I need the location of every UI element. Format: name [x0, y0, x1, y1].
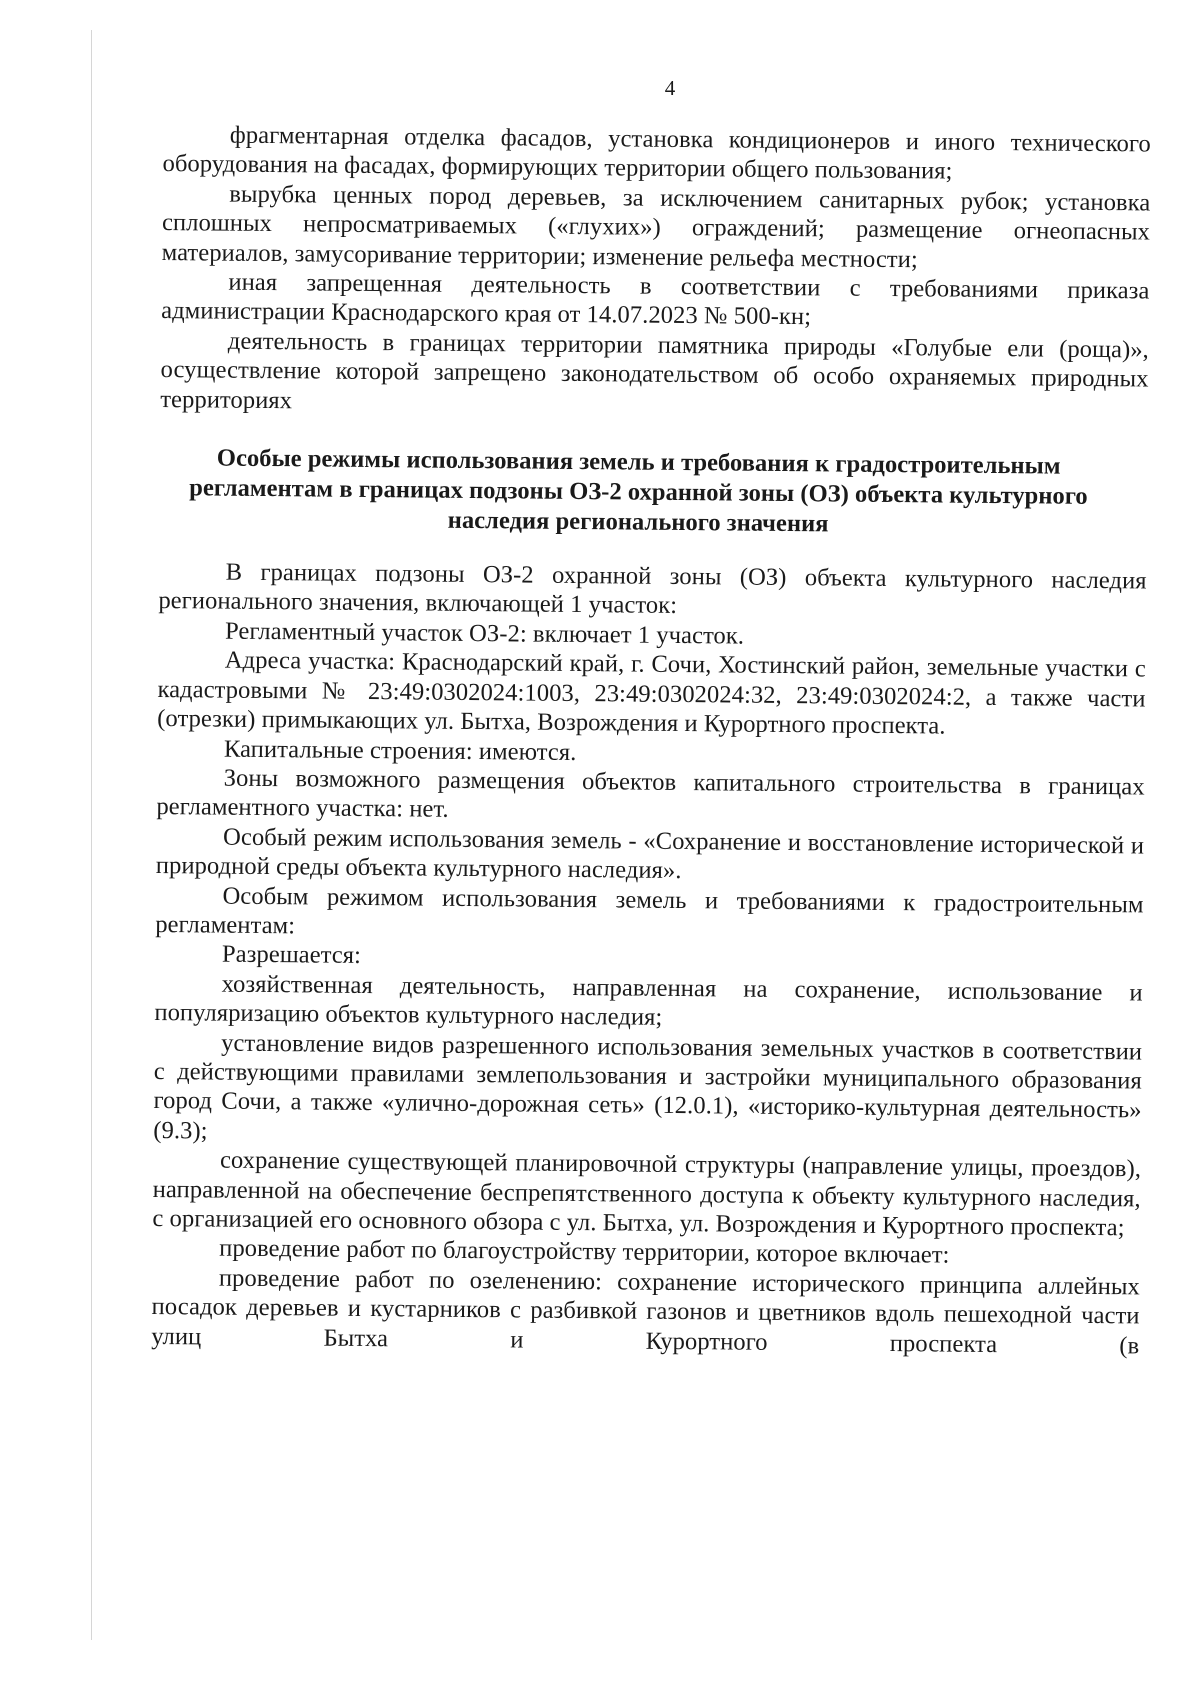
paragraph: вырубка ценных пород деревьев, за исключением санитарных рубок; установка сплошных непросматриваемых («глухих») ограждений; размещение огнеопасных материалов, замусоривание территории; изменение рельефа местности; — [161, 180, 1151, 273]
paragraph: хозяйственная деятельность, направленная на сохранение, использование и популяризацию объектов культурного наследия; — [154, 970, 1143, 1031]
paragraph: Регламентный участок ОЗ-2: включает 1 участок. — [224, 617, 745, 650]
paragraph: сохранение существующей планировочной структуры (направление улицы, проездов), направленной на обеспечение беспрепятственного доступа к объекту культурного наследия, с организацией его основного обзора с ул. Бытха, ул. Возрождения и Курортного проспекта; — [152, 1146, 1142, 1242]
paragraph: Капитальные строения: имеются. — [223, 735, 577, 766]
paragraph: иная запрещенная деятельность в соответствии с требованиями приказа администрации Краснодарского края от 14.07.2023 № 500-кн; — [161, 268, 1150, 331]
paragraph: Особый режим использования земель - «Сохранение и восстановление исторической и природной среды объекта культурного наследия». — [155, 823, 1145, 885]
paragraph: Зоны возможного размещения объектов капитального строительства в границах регламентного участка: нет. — [156, 764, 1145, 824]
paragraph: проведение работ по благоустройству территории, которое включает: — [219, 1234, 950, 1270]
paragraph: установление видов разрешенного использования земельных участков в соответствии с действующими правилами землепользования и застройки муниципального образования город Сочи, а также «улично-дорожная сеть» (12.0.1), «историко-культурная деятельность» (9.3); — [153, 1029, 1143, 1145]
paragraph: фрагментарная отделка фасадов, установка кондиционеров и иного технического оборудования на фасадах, формирующих территории общего пользования; — [162, 121, 1151, 185]
paragraph: Особым режимом использования земель и требованиями к градостроительным регламентам: — [155, 882, 1144, 940]
paragraph: В границах подзоны ОЗ-2 охранной зоны (ОЗ) объекта культурного наследия регионального значения, включающей 1 участок: — [158, 558, 1147, 620]
page-number: 4 — [664, 76, 676, 100]
section-heading: Особые режимы использования земель и требования к градостроительным регламентам в границах подзоны ОЗ-2 охранной зоны (ОЗ) объекта культурного наследия регионального значения — [189, 444, 1088, 538]
document-body — [151, 120, 1151, 1360]
paragraph: Разрешается: — [221, 940, 362, 970]
paragraph: проведение работ по озеленению: сохранение исторического принципа аллейных посадок деревьев и кустарников с разбивкой газонов и цветников вдоль пешеходной части улиц Бытха и Курортного проспекта (в — [151, 1264, 1140, 1360]
scan-edge-line — [91, 30, 92, 1640]
paragraph: Адреса участка: Краснодарский край, г. Сочи, Хостинский район, земельные участки с кадастровыми № 23:49:0302024:1003, 23:49:0302024:32, 23:49:0302024:2, а также части (отрезки) примыкающих ул. Бытха, Возрождения и Курортного проспекта. — [157, 646, 1146, 740]
paragraph: деятельность в границах территории памятника природы «Голубые ели (роща)», осуществление которой запрещено законодательством об особо охраняемых природных территориях — [160, 327, 1149, 414]
